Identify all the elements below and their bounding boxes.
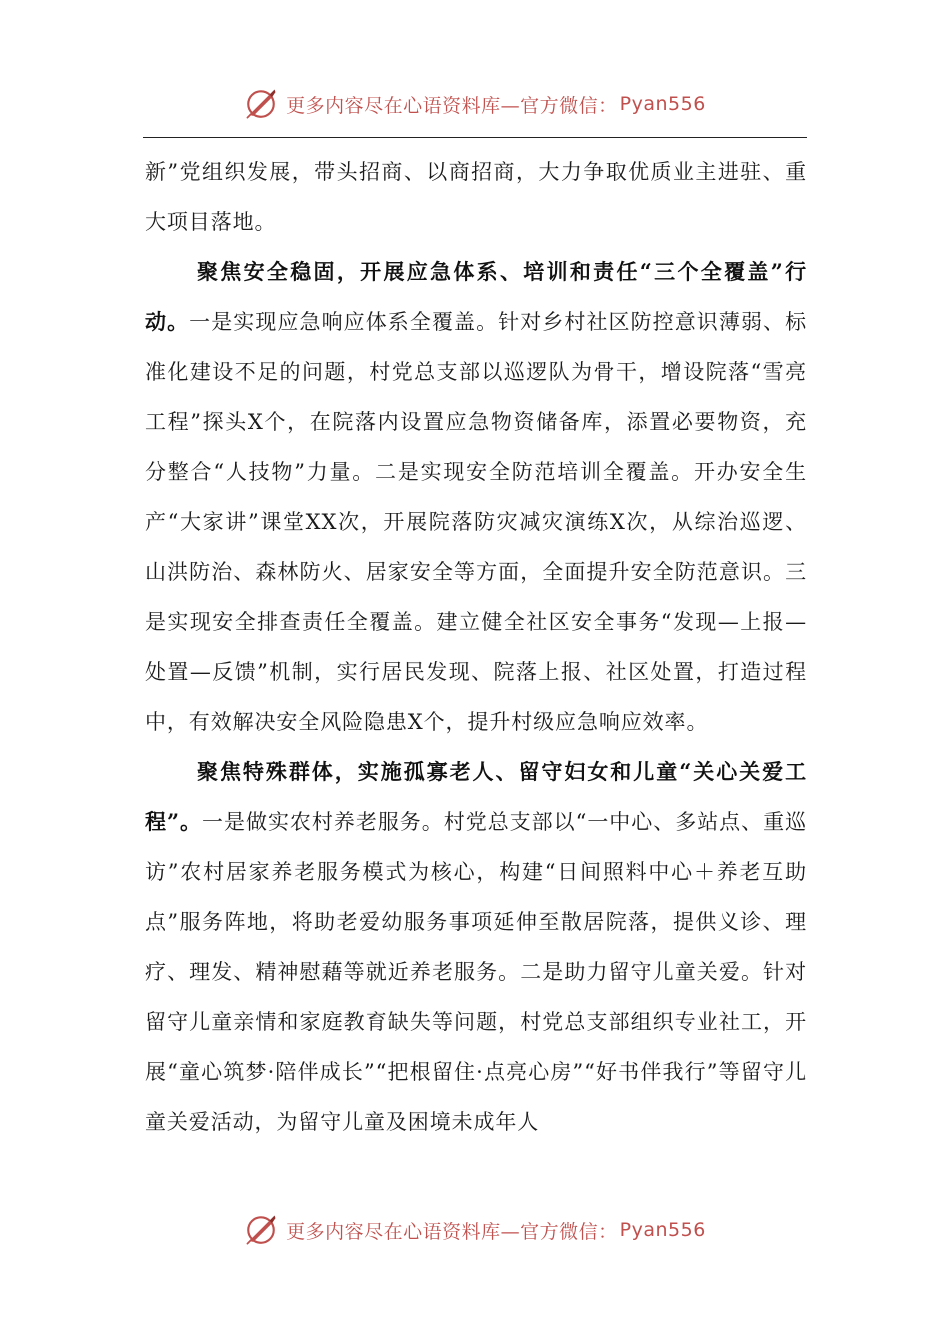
paragraph-safety bbox=[145, 247, 807, 747]
footer-banner-text: 更多内容尽在心语资料库—官方微信： bbox=[286, 1220, 618, 1243]
paragraph-1-text: 新”党组织发展，带头招商、以商招商，大力争取优质业主进驻、重大项目落地。 bbox=[145, 160, 807, 234]
quill-pen-logo-icon bbox=[244, 1213, 278, 1247]
quill-pen-logo-icon bbox=[244, 87, 278, 121]
paragraph-2-heading: 聚焦安全稳固，开展应急体系、培训和责任“三个全覆盖”行动。 bbox=[145, 259, 807, 334]
header-divider bbox=[143, 137, 807, 138]
document-body bbox=[145, 147, 807, 1147]
paragraph-3-heading: 聚焦特殊群体，实施孤寡老人、留守妇女和儿童“关心关爱工程”。 bbox=[145, 759, 807, 834]
paragraph-3-text: 一是做实农村养老服务。村党总支部以“一中心、多站点、重巡访”农村居家养老服务模式为核心，构建“日间照料中心＋养老互助点”服务阵地，将助老爱幼服务事项延伸至散居院落，提供义诊、理疗、理发、精神慰藉等就近养老服务。二是助力留守儿童关爱。针对留守儿童亲情和家庭教育缺失等问题，村党总支部组织专业社工，开展“童心筑梦·陪伴成长”“把根留住·点亮心房”“好书伴我行”等留守儿童关爱活动，为留守儿童及困境未成年人 bbox=[145, 810, 808, 1134]
header-banner bbox=[0, 84, 950, 124]
paragraph-special-groups bbox=[145, 747, 807, 1147]
header-wechat-handle: Pyan556 bbox=[619, 93, 706, 115]
paragraph-continuation bbox=[145, 147, 807, 247]
footer-banner bbox=[0, 1210, 950, 1250]
header-banner-text: 更多内容尽在心语资料库—官方微信： bbox=[286, 94, 618, 117]
paragraph-2-text: 一是实现应急响应体系全覆盖。针对乡村社区防控意识薄弱、标准化建设不足的问题，村党总支部以巡逻队为骨干，增设院落“雪亮工程”探头X个，在院落内设置应急物资储备库，添置必要物资，充分整合“人技物”力量。二是实现安全防范培训全覆盖。开办安全生产“大家讲”课堂XX次，开展院落防灾减灾演练X次，从综治巡逻、山洪防治、森林防火、居家安全等方面，全面提升安全防范意识。三是实现安全排查责任全覆盖。建立健全社区安全事务“发现—上报—处置—反馈”机制，实行居民发现、院落上报、社区处置，打造过程中，有效解决安全风险隐患X个，提升村级应急响应效率。 bbox=[145, 310, 807, 734]
footer-wechat-handle: Pyan556 bbox=[619, 1219, 706, 1241]
